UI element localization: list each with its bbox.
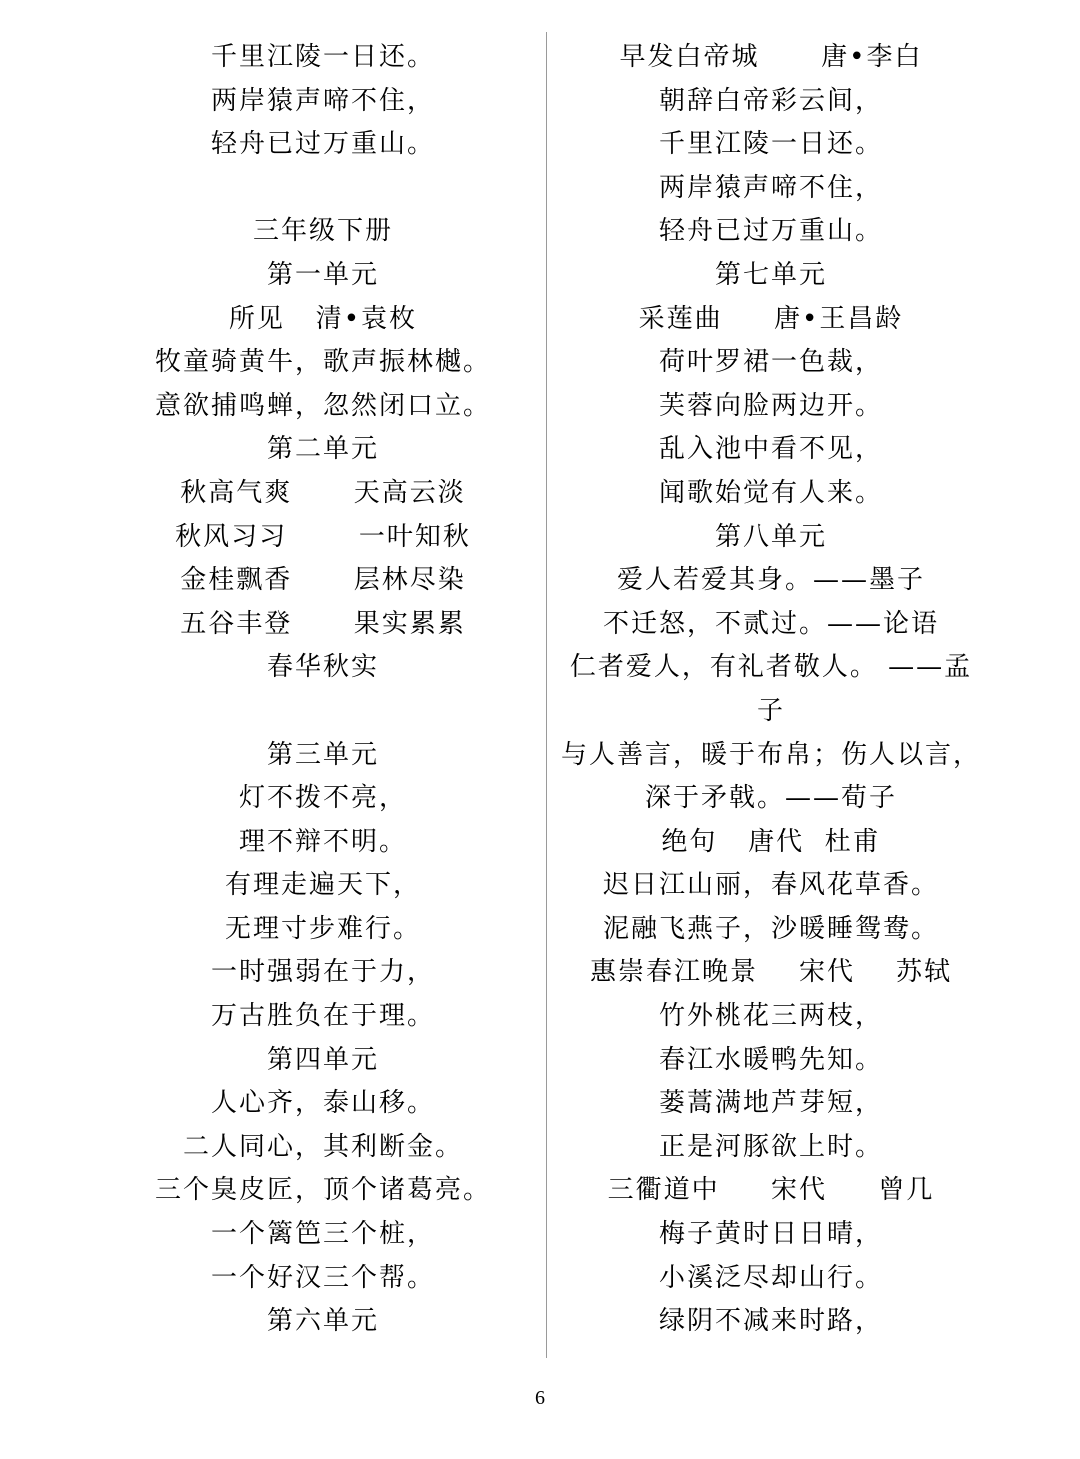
text-line: 二人同心，其利断金。 [182,1131,463,1162]
text-line: 梅子黄时日日晴， [658,1219,883,1250]
text-line: 蒌蒿满地芦芽短， [658,1088,883,1119]
text-line: 采莲曲 唐•王昌龄 [638,303,904,334]
text-line: 荷叶罗裙一色裁， [658,347,883,378]
text-line: 爱人若爱其身。——墨子 [616,565,925,596]
text-line: 第一单元 [266,259,379,290]
text-line: 两岸猿声啼不住， [658,172,883,203]
text-line: 五谷丰登 果实累累 [180,608,466,639]
text-line: 千里江陵一日还。 [658,129,883,160]
text-line: 深于矛戟。——荀子 [644,783,897,814]
text-line: 所见 清•袁枚 [228,303,418,334]
text-line: 春华秋实 [266,652,379,683]
text-line: 三年级下册 [252,216,393,247]
text-line: 一时强弱在于力， [210,957,435,988]
text-line: 两岸猿声啼不住， [210,85,435,116]
text-line: 闻歌始觉有人来。 [658,477,883,508]
text-line: 乱入池中看不见， [658,434,883,465]
text-line: 轻舟已过万重山。 [658,216,883,247]
text-line: 理不辩不明。 [238,826,407,857]
page-number: 6 [535,1387,545,1409]
text-line: 牧童骑黄牛，歌声振林樾。 [154,347,491,378]
text-line: 绿阴不减来时路， [658,1306,883,1337]
text-line: 秋风习习 一叶知秋 [175,521,471,552]
text-line: 泥融飞燕子，沙暖睡鸳鸯。 [602,913,939,944]
text-line: 一个好汉三个帮。 [210,1262,435,1293]
text-line: 第七单元 [714,259,827,290]
text-line: 绝句 唐代 杜甫 [661,826,881,857]
text-line: 芙蓉向脸两边开。 [658,390,883,421]
text-line: 有理走遍天下， [224,870,421,901]
text-line: 第八单元 [714,521,827,552]
text-line: 意欲捕鸣蝉，忽然闭口立。 [154,390,491,421]
text-line: 三个臭皮匠，顶个诸葛亮。 [154,1175,491,1206]
text-line: 迟日江山丽，春风花草香。 [602,870,939,901]
text-line: 竹外桃花三两枝， [658,1001,883,1032]
text-line: 第二单元 [266,434,379,465]
text-line: 第三单元 [266,739,379,770]
text-line: 第六单元 [266,1306,379,1337]
text-line: 三衢道中 宋代 曾几 [607,1175,935,1206]
text-line: 轻舟已过万重山。 [210,129,435,160]
text-line: 朝辞白帝彩云间， [658,85,883,116]
text-line: 灯不拨不亮， [238,783,407,814]
text-line: 人心齐，泰山移。 [210,1088,435,1119]
text-line: 惠崇春江晚景 宋代 苏轼 [589,957,953,988]
text-line: 无理寸步难行。 [224,913,421,944]
column-divider [546,32,547,1358]
text-line: 春江水暖鸭先知。 [658,1044,883,1075]
text-line: 不迁怒，不贰过。——论语 [602,608,939,639]
text-line: 正是河豚欲上时。 [658,1131,883,1162]
text-line: 秋高气爽 天高云淡 [180,477,466,508]
text-line: 仁者爱人，有礼者敬人。 ——孟 [569,652,973,683]
left-column [100,36,546,1344]
text-line: 千里江陵一日还。 [210,42,435,72]
text-line: 金桂飘香 层林尽染 [180,565,466,596]
text-line: 与人善言，暖于布帛；伤人以言， [560,739,981,770]
right-column [548,36,994,1344]
text-line: 早发白帝城 唐•李白 [619,42,923,72]
text-line: 一个篱笆三个桩， [210,1219,435,1250]
text-line: 子 [756,695,785,726]
text-line: 第四单元 [266,1044,379,1075]
text-line: 小溪泛尽却山行。 [658,1262,883,1293]
text-line: 万古胜负在于理。 [210,1001,435,1032]
